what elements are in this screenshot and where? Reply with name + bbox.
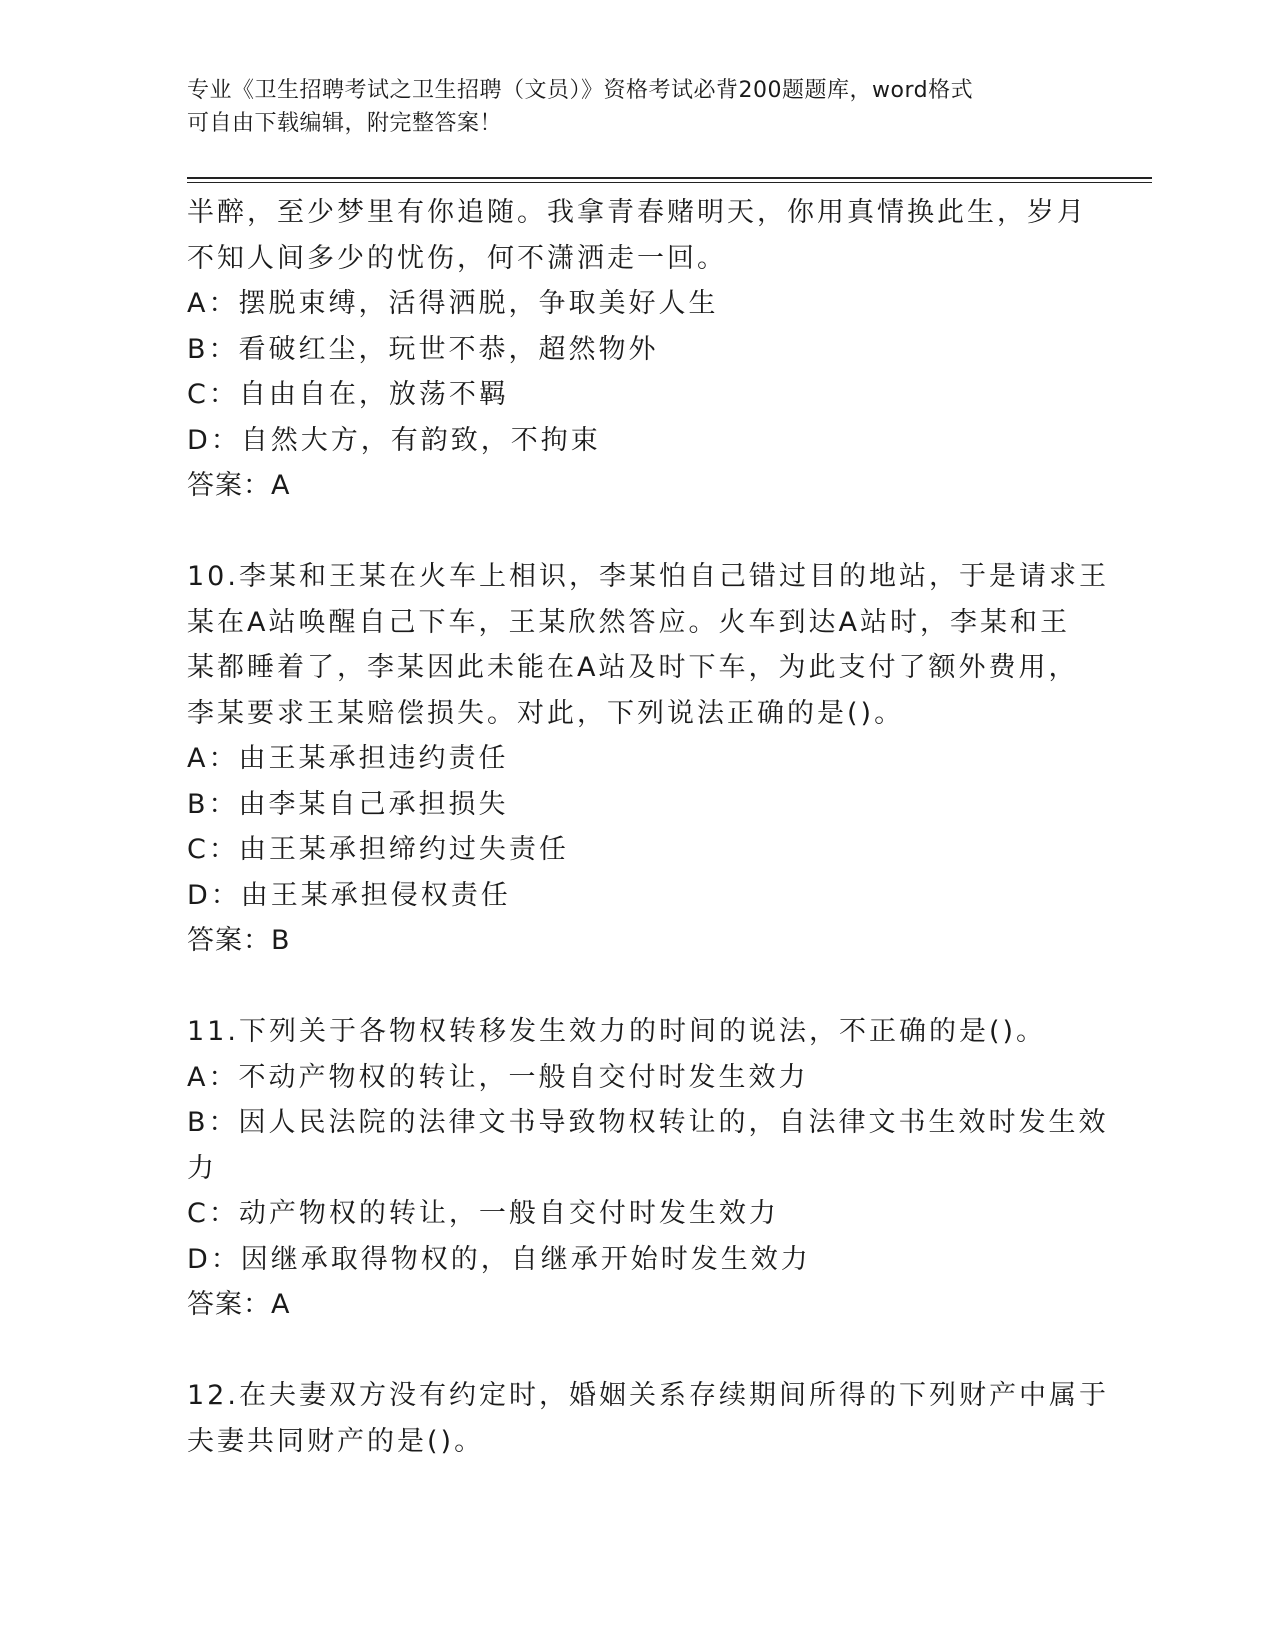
option-c: C：动产物权的转让，一般自交付时发生效力 <box>187 1198 779 1229</box>
option-b: B：由李某自己承担损失 <box>187 788 509 820</box>
option-d: D：自然大方，有韵致，不拘束 <box>187 424 601 456</box>
document-header <box>187 74 1067 140</box>
answer-label: 答案：B <box>187 925 291 956</box>
question-text-line: 夫妻共同财产的是()。 <box>187 1425 485 1457</box>
option-a: A：由王某承担违约责任 <box>187 743 509 774</box>
answer-label: 答案：A <box>187 1289 291 1320</box>
question-10 <box>187 554 1109 964</box>
question-spacer <box>187 1328 1087 1374</box>
option-c: C：自由自在，放荡不羁 <box>187 379 509 410</box>
option-b: B：看破红尘，玩世不恭，超然物外 <box>187 333 659 365</box>
question-spacer <box>187 509 1087 555</box>
header-title-line2: 可自由下载编辑，附完整答案！ <box>187 111 503 136</box>
question-text-line: 10.李某和王某在火车上相识，李某怕自己错过目的地站，于是请求王 <box>187 561 1109 592</box>
question-list <box>187 190 1109 1464</box>
question-text-line: 11.下列关于各物权转移发生效力的时间的说法，不正确的是()。 <box>187 1016 1047 1047</box>
question-text-line: 某都睡着了，李某因此未能在A站及时下车，为此支付了额外费用， <box>187 652 1079 683</box>
header-divider-thick <box>187 177 1152 179</box>
question-text-line: 半醉，至少梦里有你追随。我拿青春赌明天，你用真情换此生，岁月 <box>187 197 1087 228</box>
option-b: B：因人民法院的法律文书导致物权转让的，自法律文书生效时发生效 <box>187 1107 1109 1138</box>
question-12 <box>187 1373 1109 1464</box>
question-text-line: 不知人间多少的忧伤，何不潇洒走一回。 <box>187 242 727 274</box>
option-a: A：不动产物权的转让，一般自交付时发生效力 <box>187 1061 809 1093</box>
question-text-line: 某在A站唤醒自己下车，王某欣然答应。火车到达A站时，李某和王 <box>187 606 1070 638</box>
option-b-continuation: 力 <box>187 1152 217 1184</box>
header-divider-thin <box>187 182 1152 183</box>
question-9 <box>187 190 1087 509</box>
question-text-line: 李某要求王某赔偿损失。对此，下列说法正确的是()。 <box>187 697 905 729</box>
option-c: C：由王某承担缔约过失责任 <box>187 834 569 865</box>
answer-label: 答案：A <box>187 470 291 501</box>
option-d: D：因继承取得物权的，自继承开始时发生效力 <box>187 1243 811 1275</box>
header-title-line1: 专业《卫生招聘考试之卫生招聘（文员）》资格考试必背200题题库，word格式 <box>187 78 974 103</box>
option-d: D：由王某承担侵权责任 <box>187 879 511 911</box>
question-spacer <box>187 964 1087 1010</box>
question-text-line: 12.在夫妻双方没有约定时，婚姻关系存续期间所得的下列财产中属于 <box>187 1380 1109 1411</box>
question-11 <box>187 1009 1109 1328</box>
option-a: A：摆脱束缚，活得洒脱，争取美好人生 <box>187 288 719 319</box>
